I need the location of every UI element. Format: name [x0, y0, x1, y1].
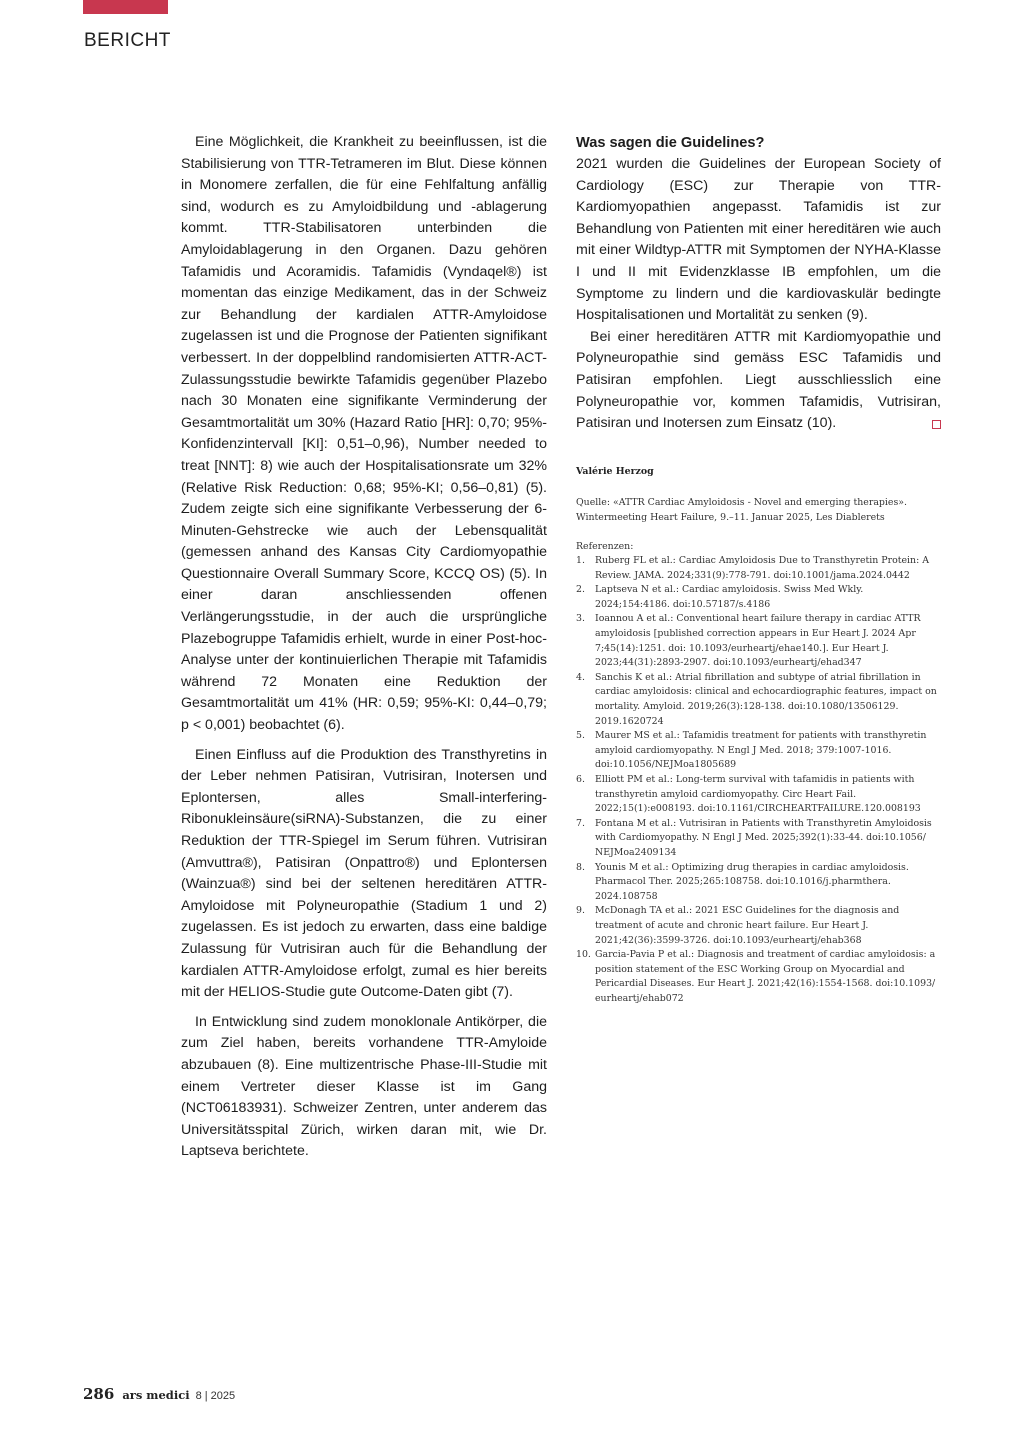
reference-item — [576, 612, 941, 670]
body-paragraph-text: Bei einer hereditären ATTR mit Kardiomyopathie und Polyneuropathie sind gemäss ESC Tafamidis und Patisiran empfohlen. Liegt ausschliesslich eine Polyneuropathie vor, kommen Tafamidis, Vutrisiran, Patisiran und Inotersen zum Einsatz (10). — [576, 328, 941, 432]
reference-number: 4. — [576, 671, 585, 683]
body-paragraph — [576, 327, 941, 435]
section-label: BERICHT — [84, 30, 171, 51]
reference-item — [576, 948, 941, 1006]
reference-number: 9. — [576, 905, 585, 917]
reference-text: Ioannou A et al.: Conventional heart failure therapy in cardiac ATTR amyloidosis [published correction appears in Eur Heart J. 2024 Apr 7;45(14):1251. doi: 10.1093/eurheartj/ehae140.]. Eur Heart J. 2023;44(31):2893-2907. doi:10.1093/eurheartj/ehad347 — [595, 613, 921, 669]
references-heading: Referenzen: — [576, 540, 634, 552]
journal-name: ars medici — [122, 1388, 190, 1402]
reference-item — [576, 729, 941, 773]
reference-text: Maurer MS et al.: Tafamidis treatment for patients with transthyretin amyloid cardiomyopathy. N Engl J Med. 2018; 379:1007-1016. doi:10.1056/NEJMoa1805689 — [595, 730, 927, 771]
reference-number: 3. — [576, 613, 585, 625]
body-paragraph: Eine Möglichkeit, die Krankheit zu beeinflussen, ist die Stabilisierung von TTR-Tetrameren im Blut. Diese können in Monomere zerfallen, die für eine Fehlfaltung anfällig sind, wodurch es zu Amyloidbildung und -ablagerung kommt. TTR-Stabilisatoren unterbinden die Amyloidablagerung in den Organen. Dazu gehören Tafamidis und Acoramidis. Tafamidis (Vyndaqel®) ist momentan das einzige Medikament, das in der Schweiz zur Behandlung der kardialen ATTR-Amyloidose zugelassen ist und die Prognose der Patienten signifikant verbessert. In der doppelblind randomisierten ATTR-ACT-Zulassungsstudie bewirkte Tafamidis gegenüber Plazebo nach 30 Monaten eine signifikante Verminderung der Gesamtmortalität um 30% (Hazard Ratio [HR]: 0,70; 95%-Konfidenzintervall [KI]: 0,51–0,96), Number needed to treat [NNT]: 8) wie auch der Hospitalisationsrate um 32% (Relative Risk Reduction: 0,68; 95%-KI; 0,56–0,81) (5). Zudem zeigte sich eine signifikante Verbesserung der 6-Minuten-Gehstrecke wie auch der Lebensqualität (gemessen anhand des Kansas City Cardiomyopathie Questionnaire Overall Summary Score, KCCQ OS) (5). In einer daran anschliessenden offenen Verlängerungsstudie, in der auch die ursprüngliche Plazebogruppe Tafamidis erhielt, wurde in einer Post-hoc-Analyse unter der kontinuierlichen Therapie mit Tafamidis während 72 Monaten eine Reduktion der Gesamtmortalität um 41% (HR: 0,59; 95%-KI: 0,44–0,79; p < 0,001) beobachtet (6). — [181, 134, 547, 734]
reference-list — [576, 554, 941, 1006]
reference-item — [576, 904, 941, 948]
left-column — [181, 132, 547, 1171]
reference-number: 5. — [576, 730, 585, 742]
body-paragraph: Einen Einfluss auf die Produktion des Transthyretins in der Leber nehmen Patisiran, Vutrisiran, Inotersen und Eplontersen, alles Small-interfering-Ribonukleinsäure(siRNA)-Substanzen, die zu einer Reduktion der TTR-Spiegel im Serum führen. Vutrisiran (Amvuttra®), Patisiran (Onpattro®) und Eplontersen (Wainzua®) sind bei der seltenen hereditären ATTR-Amyloidose mit Polyneuropathie (Stadium 1 und 2) zugelassen. Es ist jedoch zu erwarten, dass eine baldige Zulassung für Vutrisiran auch für die Behandlung der kardialen ATTR-Amyloidose erfolgt, zumal es hier bereits mit der HELIOS-Studie gute Outcome-Daten gibt (7). — [181, 746, 547, 1001]
reference-text: McDonagh TA et al.: 2021 ESC Guidelines for the diagnosis and treatment of acute and chronic heart failure. Eur Heart J. 2021;42(36):3599-3726. doi:10.1093/eurheartj/ehab368 — [595, 905, 900, 946]
reference-text: Elliott PM et al.: Long-term survival with tafamidis in patients with transthyretin amyloid cardiomyopathy. Circ Heart Fail. 2022;15(1):e008193. doi:10.1161/CIRCHEARTFAILURE.120.008193 — [595, 774, 921, 815]
reference-number: 10. — [576, 949, 591, 961]
reference-number: 6. — [576, 774, 585, 785]
right-column — [576, 132, 941, 1007]
reference-number: 7. — [576, 817, 585, 829]
source-note: Quelle: «ATTR Cardiac Amyloidosis - Novel and emerging therapies». Wintermeeting Heart Failure, 9.–11. Januar 2025, Les Diablerets — [576, 497, 907, 523]
reference-item — [576, 554, 941, 583]
reference-item — [576, 773, 941, 817]
reference-item — [576, 671, 941, 729]
reference-text: Younis M et al.: Optimizing drug therapies in cardiac amyloidosis. Pharmacol Ther. 2025;265:108758. doi:10.1016/j.pharmthera. 2024.108758 — [595, 861, 909, 902]
reference-text: Garcia-Pavia P et al.: Diagnosis and treatment of cardiac amyloidosis: a position statement of the ESC Working Group on Myocardial and Pericardial Diseases. Eur Heart J. 2021;42(16):1554-1568. doi:10.1093/ eurheartj/ehab072 — [595, 949, 936, 1004]
page-footer — [83, 1385, 235, 1403]
accent-bar — [83, 0, 168, 14]
guidelines-heading: Was sagen die Guidelines? — [576, 135, 765, 151]
page-number: 286 — [83, 1385, 115, 1403]
issue-number: 8 | 2025 — [195, 1390, 236, 1402]
reference-text: Fontana M et al.: Vutrisiran in Patients with Transthyretin Amyloidosis with Cardiomyopathy. N Engl J Med. 2025;392(1):33-44. doi:10.1056/ NEJMoa2409134 — [595, 817, 932, 858]
reference-number: 8. — [576, 861, 585, 873]
author-name: Valérie Herzog — [576, 465, 654, 477]
reference-text: Sanchis K et al.: Atrial fibrillation and subtype of atrial fibrillation in cardiac amyloidosis: clinical and echocardiographic features, impact on mortality. Amyloid. 2019;26(3):128-138. doi:10.1080/13506129. 2019.1620724 — [595, 671, 937, 727]
reference-number: 2. — [576, 584, 585, 596]
end-of-article-square-icon — [932, 420, 941, 429]
reference-item — [576, 861, 941, 905]
body-paragraph: In Entwicklung sind zudem monoklonale Antikörper, die zum Ziel haben, bereits vorhandene TTR-Amyloide abzubauen (8). Eine multizentrische Phase-III-Studie mit einem Vertreter dieser Klasse ist im Gang (NCT06183931). Schweizer Zentren, unter anderem das Universitätsspital Zürich, wirken daran mit, wie Dr. Laptseva berichtete. — [181, 1013, 547, 1160]
reference-item — [576, 817, 941, 861]
body-paragraph: 2021 wurden die Guidelines der European Society of Cardiology (ESC) zur Therapie von TTR-Kardiomyopathien angepasst. Tafamidis ist zur Behandlung von Patienten mit einer hereditären wie auch mit einer Wildtyp-ATTR mit Symptomen der NYHA-Klasse I und II mit Evidenzklasse IB empfohlen, um die Symptome zu lindern und die kardiovaskulär bedingte Hospitalisationen und Mortalität zu senken (9). — [576, 156, 941, 324]
reference-text: Ruberg FL et al.: Cardiac Amyloidosis Due to Transthyretin Protein: A Review. JAMA. 2024;331(9):778-791. doi:10.1001/jama.2024.0442 — [595, 555, 929, 581]
reference-number: 1. — [576, 555, 585, 567]
reference-text: Laptseva N et al.: Cardiac amyloidosis. Swiss Med Wkly. 2024;154:4186. doi:10.57187/s.4186 — [595, 584, 864, 610]
reference-item — [576, 583, 941, 612]
